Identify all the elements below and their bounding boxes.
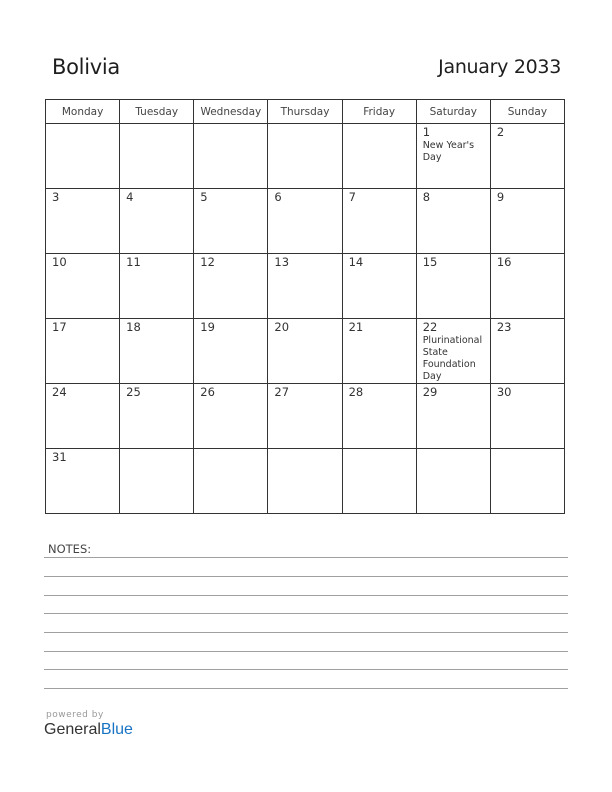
day-cell (268, 449, 342, 514)
weekday-saturday: Saturday (416, 100, 490, 124)
powered-by-text: powered by (46, 710, 104, 720)
weekday-header-row (46, 100, 565, 124)
day-cell (490, 384, 564, 449)
day-number: 24 (52, 385, 67, 399)
day-number: 1 (422, 125, 431, 139)
day-number: 4 (126, 190, 134, 204)
day-number: 9 (496, 190, 505, 204)
day-cell (490, 449, 564, 514)
day-number: 18 (126, 320, 141, 334)
day-number: 17 (52, 320, 67, 334)
day-number: 3 (52, 190, 60, 204)
note-line (44, 576, 568, 577)
country-title: Bolivia (52, 55, 120, 79)
day-cell (342, 124, 416, 189)
day-cell (342, 189, 416, 254)
day-cell (120, 319, 194, 384)
note-line (44, 632, 568, 633)
day-number: 28 (348, 385, 364, 399)
month-title: January 2033 (438, 56, 561, 78)
day-cell (194, 319, 268, 384)
day-cell (342, 319, 416, 384)
day-number: 23 (496, 320, 512, 334)
day-cell (268, 254, 342, 319)
note-line (44, 595, 568, 596)
note-line (44, 651, 568, 652)
day-cell (342, 449, 416, 514)
day-cell (194, 254, 268, 319)
holiday-label: Plurinational State Foundation Day (422, 335, 483, 382)
note-line (44, 613, 568, 614)
day-cell (490, 189, 564, 254)
day-cell (194, 449, 268, 514)
week-row (46, 384, 565, 449)
day-number: 7 (348, 190, 356, 204)
week-row (46, 319, 565, 384)
day-number: 21 (348, 320, 364, 334)
week-row (46, 189, 565, 254)
day-cell (46, 384, 120, 449)
day-number: 2 (496, 125, 505, 139)
day-cell (416, 124, 490, 189)
day-number: 30 (496, 385, 512, 399)
day-cell (490, 254, 564, 319)
day-number: 16 (496, 255, 512, 269)
weekday-monday: Monday (46, 100, 120, 124)
day-number: 22 (422, 320, 438, 334)
day-number: 10 (52, 255, 67, 269)
day-number: 14 (348, 255, 364, 269)
day-number: 20 (274, 320, 290, 334)
weekday-wednesday: Wednesday (194, 100, 268, 124)
day-cell (120, 189, 194, 254)
day-cell (342, 384, 416, 449)
note-line (44, 557, 568, 558)
day-cell (342, 254, 416, 319)
day-number: 25 (126, 385, 141, 399)
day-number: 31 (52, 450, 67, 464)
day-cell (46, 449, 120, 514)
weekday-thursday: Thursday (268, 100, 342, 124)
week-row (46, 124, 565, 189)
day-cell (194, 189, 268, 254)
day-cell (120, 384, 194, 449)
day-cell (416, 254, 490, 319)
day-cell (194, 124, 268, 189)
day-cell (490, 319, 564, 384)
note-line (44, 688, 568, 689)
brand-blue-text: Blue (100, 721, 133, 738)
day-number: 5 (200, 190, 208, 204)
day-cell (120, 124, 194, 189)
day-cell (416, 449, 490, 514)
day-number: 19 (200, 320, 215, 334)
weekday-tuesday: Tuesday (120, 100, 194, 124)
day-cell (268, 124, 342, 189)
day-cell (268, 384, 342, 449)
day-number: 15 (422, 255, 438, 269)
day-cell (490, 124, 564, 189)
day-cell (194, 384, 268, 449)
holiday-label: New Year's Day (422, 140, 475, 163)
day-cell (416, 319, 490, 384)
brand-general-text: General (44, 721, 101, 738)
day-number: 27 (274, 385, 290, 399)
day-cell (268, 189, 342, 254)
day-cell (120, 449, 194, 514)
day-number: 26 (200, 385, 215, 399)
week-row (46, 254, 565, 319)
day-cell (416, 384, 490, 449)
day-cell (46, 124, 120, 189)
note-line (44, 669, 568, 670)
day-number: 11 (126, 255, 141, 269)
generalblue-logo (44, 721, 133, 739)
weekday-sunday: Sunday (490, 100, 564, 124)
day-cell (268, 319, 342, 384)
day-number: 12 (200, 255, 215, 269)
day-cell (416, 189, 490, 254)
notes-label: NOTES: (48, 542, 92, 556)
weekday-friday: Friday (342, 100, 416, 124)
day-cell (120, 254, 194, 319)
day-number: 29 (422, 385, 438, 399)
week-row (46, 449, 565, 514)
day-cell (46, 254, 120, 319)
day-number: 6 (274, 190, 282, 204)
day-cell (46, 319, 120, 384)
calendar-grid (45, 99, 565, 514)
day-number: 8 (422, 190, 431, 204)
day-number: 13 (274, 255, 290, 269)
day-cell (46, 189, 120, 254)
